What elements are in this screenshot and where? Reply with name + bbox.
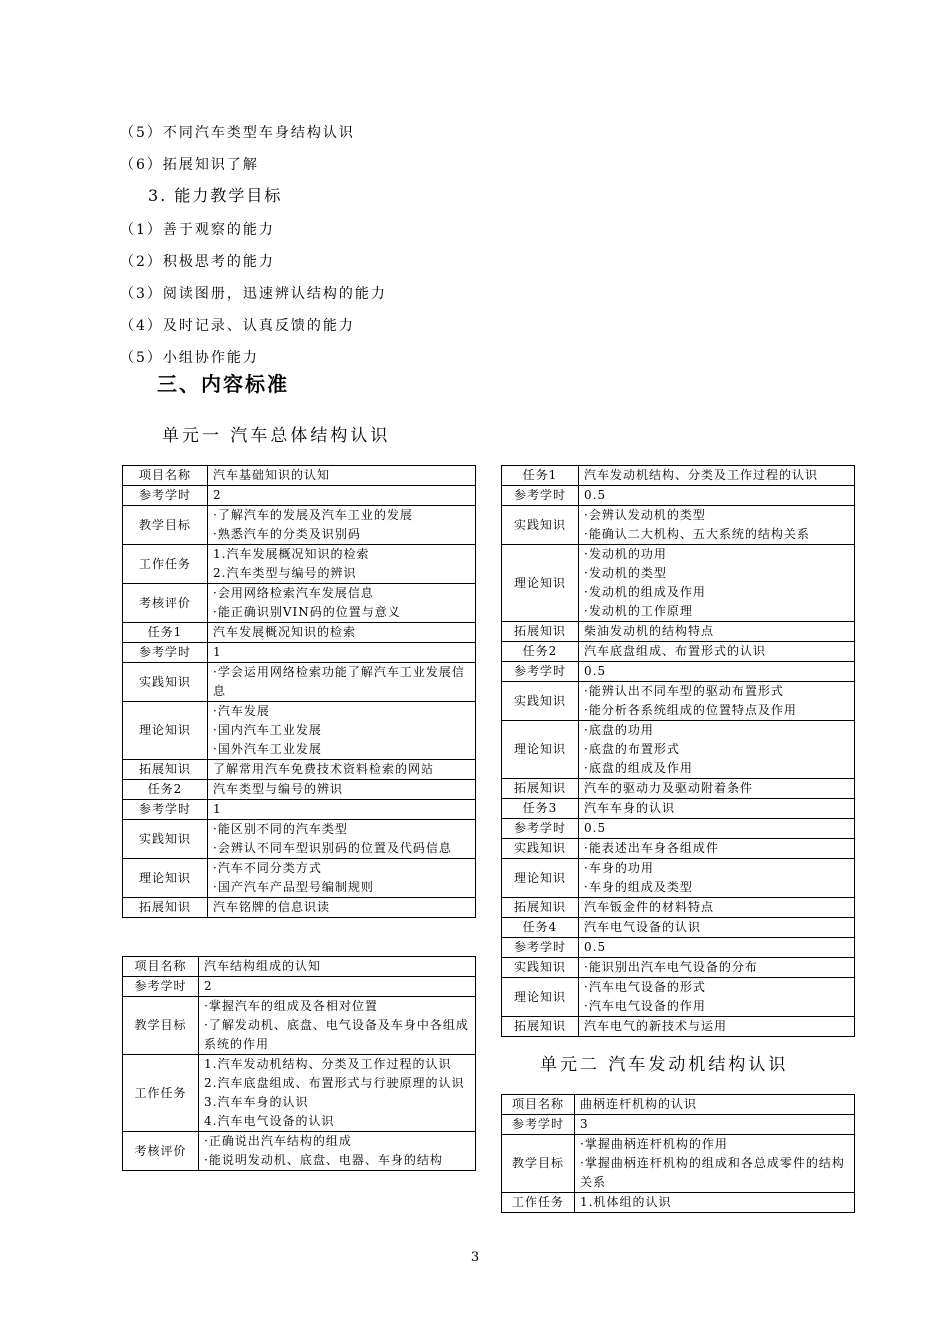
table-row [123,977,476,997]
row-content [208,663,476,702]
content-line: ·车身的组成及类型 [584,880,693,894]
table-row [123,820,476,859]
content-line: 2 [204,979,213,993]
row-label: 理论知识 [502,978,579,1017]
row-content [579,662,855,682]
row-content [199,1055,476,1132]
table-row [502,642,855,662]
row-content [579,506,855,545]
content-line: 曲柄连杆机构的认识 [580,1097,698,1111]
table-row [502,1115,855,1135]
row-content [575,1135,855,1193]
content-line: ·掌握曲柄连杆机构的作用 [580,1137,728,1151]
row-label: 参考学时 [502,819,579,839]
ability-item-3: （3）阅读图册，迅速辨认结构的能力 [120,286,387,302]
content-line: 汽车铭牌的信息识读 [213,900,331,914]
table-row [123,702,476,760]
page-number: 3 [470,1250,480,1265]
content-line: ·汽车不同分类方式 [213,861,322,875]
table-project-structure [122,956,476,1171]
content-line: ·熟悉汽车的分类及识别码 [213,527,361,541]
table-row [502,898,855,918]
row-content [208,466,476,486]
row-content [199,957,476,977]
content-line: 4.汽车电气设备的认识 [204,1114,335,1128]
content-line: ·了解发动机、底盘、电气设备及车身中各组成系统的作用 [204,1018,469,1051]
row-label: 理论知识 [123,859,208,898]
content-line: ·汽车发展 [213,704,270,718]
unit1-title: 单元一 汽车总体结构认识 [162,426,391,446]
content-line: 了解常用汽车免费技术资料检索的网站 [213,762,435,776]
content-line: 1.机体组的认识 [580,1195,672,1209]
row-content [579,622,855,642]
table-row [502,466,855,486]
table-row [123,957,476,977]
row-content [199,977,476,997]
row-content [579,721,855,779]
row-label: 任务2 [502,642,579,662]
row-content [208,760,476,780]
table-row [502,1095,855,1115]
table-row [502,622,855,642]
row-content [579,859,855,898]
row-content [579,682,855,721]
row-content [579,486,855,506]
content-line: 3 [580,1117,589,1131]
row-label: 拓展知识 [502,622,579,642]
table-row [123,623,476,643]
row-label: 考核评价 [123,584,208,623]
row-content [579,799,855,819]
table-row [502,819,855,839]
content-line: ·能表述出车身各组成件 [584,841,719,855]
ability-item-2: （2）积极思考的能力 [120,254,275,270]
row-label: 任务1 [123,623,208,643]
row-content [208,800,476,820]
row-content [579,545,855,622]
row-content [579,779,855,799]
content-line: ·掌握汽车的组成及各相对位置 [204,999,378,1013]
row-label: 项目名称 [123,957,199,977]
content-line: 2.汽车类型与编号的辨识 [213,566,357,580]
content-line: ·能确认二大机构、五大系统的结构关系 [584,527,810,541]
table-row [502,1193,855,1213]
row-content [575,1095,855,1115]
table-crank-mechanism [501,1094,855,1213]
content-line: 汽车底盘组成、布置形式的认识 [584,644,767,658]
content-line: 汽车发动机结构、分类及工作过程的认识 [584,468,819,482]
row-label: 教学目标 [123,997,199,1055]
row-label: 实践知识 [502,506,579,545]
content-line: ·国外汽车工业发展 [213,742,322,756]
table-row [502,839,855,859]
content-line: 汽车结构组成的认知 [204,959,322,973]
row-content [208,820,476,859]
row-label: 理论知识 [502,721,579,779]
content-line: 2 [213,488,222,502]
table-row [123,643,476,663]
row-content [575,1115,855,1135]
table-row [502,918,855,938]
unit2-title: 单元二 汽车发动机结构认识 [540,1055,789,1075]
table-row [123,545,476,584]
row-label: 参考学时 [123,486,208,506]
table-row [502,486,855,506]
content-line: ·汽车电气设备的形式 [584,980,706,994]
content-line: 1 [213,645,222,659]
row-label: 工作任务 [502,1193,575,1213]
content-line: ·了解汽车的发展及汽车工业的发展 [213,508,413,522]
row-label: 实践知识 [502,682,579,721]
row-label: 任务4 [502,918,579,938]
content-line: ·正确说出汽车结构的组成 [204,1134,352,1148]
table-row [123,898,476,918]
content-line: ·发动机的类型 [584,566,667,580]
content-line: ·能说明发动机、底盘、电器、车身的结构 [204,1153,443,1167]
row-label: 考核评价 [123,1132,199,1171]
section-heading: 三、内容标准 [157,372,289,396]
content-line: 汽车发展概况知识的检索 [213,625,357,639]
row-content [208,584,476,623]
table-row [502,938,855,958]
content-line: 1 [213,802,222,816]
row-label: 参考学时 [123,800,208,820]
content-line: 1.汽车发动机结构、分类及工作过程的认识 [204,1057,452,1071]
content-line: ·能区别不同的汽车类型 [213,822,348,836]
row-label: 参考学时 [502,938,579,958]
content-line: ·会辨认不同车型识别码的位置及代码信息 [213,841,452,855]
row-content [208,623,476,643]
row-label: 教学目标 [123,506,208,545]
content-line: 1.汽车发展概况知识的检索 [213,547,370,561]
row-label: 实践知识 [502,839,579,859]
table-row [502,958,855,978]
row-content [208,898,476,918]
table-row [123,584,476,623]
row-label: 拓展知识 [123,760,208,780]
content-line: ·国产汽车产品型号编制规则 [213,880,374,894]
row-content [579,466,855,486]
table-row [123,466,476,486]
row-label: 实践知识 [123,820,208,859]
content-line: 0.5 [584,488,607,502]
table-row [123,506,476,545]
row-content [579,938,855,958]
row-label: 工作任务 [123,545,208,584]
row-content [208,545,476,584]
content-line: 0.5 [584,940,607,954]
content-line: 0.5 [584,821,607,835]
row-content [579,918,855,938]
row-label: 教学目标 [502,1135,575,1193]
table-project-basics [122,465,476,918]
row-label: 参考学时 [123,977,199,997]
row-content [579,819,855,839]
content-line: ·汽车电气设备的作用 [584,999,706,1013]
content-line: 柴油发动机的结构特点 [584,624,715,638]
table-row [502,978,855,1017]
table-row [502,721,855,779]
row-content [575,1193,855,1213]
row-content [208,780,476,800]
content-line: ·底盘的功用 [584,723,654,737]
ability-item-5: （5）小组协作能力 [120,350,259,366]
content-line: ·能分析各系统组成的位置特点及作用 [584,703,797,717]
row-label: 工作任务 [123,1055,199,1132]
table-row [502,506,855,545]
row-label: 参考学时 [123,643,208,663]
row-content [199,1132,476,1171]
row-content [208,643,476,663]
row-label: 项目名称 [502,1095,575,1115]
content-line: ·底盘的布置形式 [584,742,680,756]
row-content [208,859,476,898]
content-line: 汽车车身的认识 [584,801,676,815]
content-line: ·能识别出汽车电气设备的分布 [584,960,758,974]
table-row [502,662,855,682]
row-label: 拓展知识 [502,779,579,799]
row-label: 拓展知识 [502,898,579,918]
content-line: ·能辨认出不同车型的驱动布置形式 [584,684,784,698]
content-line: ·学会运用网络检索功能了解汽车工业发展信息 [213,665,465,698]
table-row [123,859,476,898]
content-line: 汽车类型与编号的辨识 [213,782,344,796]
row-label: 任务2 [123,780,208,800]
row-content [579,898,855,918]
row-content [579,978,855,1017]
row-label: 理论知识 [502,859,579,898]
table-row [123,800,476,820]
content-line: 汽车电气的新技术与运用 [584,1019,728,1033]
intro-line-2: （6）拓展知识了解 [120,157,259,173]
table-row [502,799,855,819]
row-label: 拓展知识 [502,1017,579,1037]
row-content [579,958,855,978]
row-label: 实践知识 [123,663,208,702]
row-content [208,486,476,506]
content-line: ·发动机的工作原理 [584,604,693,618]
row-label: 理论知识 [123,702,208,760]
row-content [579,839,855,859]
table-row [123,1132,476,1171]
content-line: 2.汽车底盘组成、布置形式与行驶原理的认识 [204,1076,465,1090]
table-unit1-tasks [501,465,855,1037]
content-line: 汽车基础知识的认知 [213,468,331,482]
content-line: ·国内汽车工业发展 [213,723,322,737]
content-line: ·车身的功用 [584,861,654,875]
content-line: ·底盘的组成及作用 [584,761,693,775]
row-label: 任务3 [502,799,579,819]
content-line: ·能正确识别VIN码的位置与意义 [213,605,401,619]
content-line: 汽车电气设备的认识 [584,920,702,934]
intro-line-1: （5）不同汽车类型车身结构认识 [120,125,355,141]
table-row [502,859,855,898]
ability-item-1: （1）善于观察的能力 [120,222,275,238]
table-row [123,997,476,1055]
row-label: 项目名称 [123,466,208,486]
row-label: 参考学时 [502,1115,575,1135]
row-label: 参考学时 [502,486,579,506]
row-label: 参考学时 [502,662,579,682]
content-line: 3.汽车车身的认识 [204,1095,309,1109]
ability-item-4: （4）及时记录、认真反馈的能力 [120,318,355,334]
content-line: ·发动机的功用 [584,547,667,561]
table-row [123,1055,476,1132]
table-row [123,486,476,506]
row-label: 任务1 [502,466,579,486]
ability-subheading: 3. 能力教学目标 [148,186,283,205]
content-line: 汽车的驱动力及驱动附着条件 [584,781,754,795]
table-row [502,682,855,721]
row-content [199,997,476,1055]
content-line: 汽车钣金件的材料特点 [584,900,715,914]
table-row [123,780,476,800]
row-content [579,1017,855,1037]
content-line: ·会辨认发动机的类型 [584,508,706,522]
content-line: ·发动机的组成及作用 [584,585,706,599]
table-row [502,1135,855,1193]
content-line: ·会用网络检索汽车发展信息 [213,586,374,600]
table-row [123,760,476,780]
row-content [208,702,476,760]
table-row [502,1017,855,1037]
row-content [579,642,855,662]
table-row [123,663,476,702]
row-label: 拓展知识 [123,898,208,918]
table-row [502,779,855,799]
content-line: ·掌握曲柄连杆机构的组成和各总成零件的结构关系 [580,1156,845,1189]
row-content [208,506,476,545]
row-label: 理论知识 [502,545,579,622]
row-label: 实践知识 [502,958,579,978]
content-line: 0.5 [584,664,607,678]
table-row [502,545,855,622]
